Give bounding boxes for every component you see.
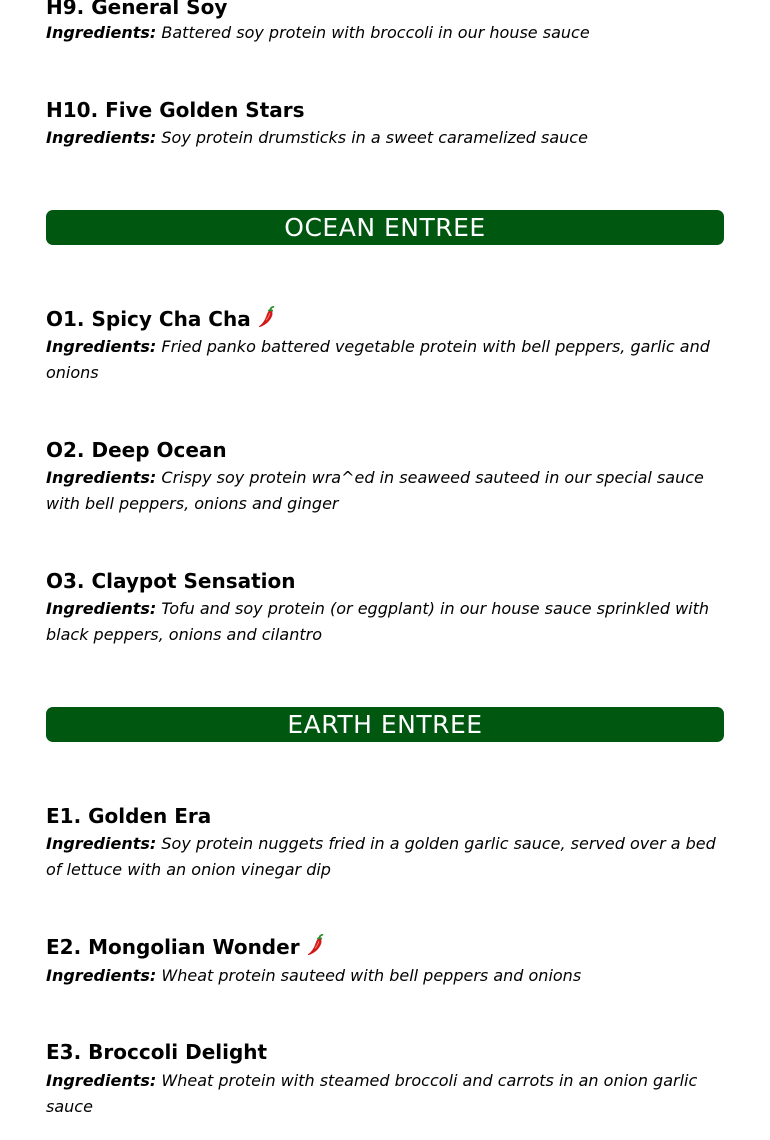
ingredients-text: Soy protein drumsticks in a sweet caramelized sauce <box>161 128 588 147</box>
menu-item-name: E2. Mongolian Wonder <box>46 935 300 959</box>
menu-item-description <box>46 125 726 151</box>
menu-item-name: E1. Golden Era <box>46 804 212 828</box>
ingredients-label: Ingredients: <box>46 468 157 487</box>
menu-item-description <box>46 334 726 386</box>
menu-item-description <box>46 831 726 883</box>
ingredients-label: Ingredients: <box>46 23 157 42</box>
menu-item-name: H10. Five Golden Stars <box>46 98 305 122</box>
menu-item-title <box>46 306 277 333</box>
menu-item-name: O3. Claypot Sensation <box>46 569 296 593</box>
menu-item-title <box>46 804 211 828</box>
menu-item-description <box>46 596 726 648</box>
ingredients-text: Fried panko battered vegetable protein with bell peppers, garlic and onions <box>46 337 710 382</box>
ingredients-text: Battered soy protein with broccoli in our house sauce <box>161 23 590 42</box>
menu-item-name: H9. General Soy <box>46 0 228 19</box>
menu-item-name: E3. Broccoli Delight <box>46 1040 268 1064</box>
menu-item-title <box>46 0 227 19</box>
menu-item-description <box>46 465 726 517</box>
chili-pepper-icon <box>257 306 277 333</box>
menu-item-name: O1. Spicy Cha Cha <box>46 307 251 331</box>
section-heading-earth-entree: EARTH ENTREE <box>46 707 724 742</box>
menu-item-title <box>46 98 305 122</box>
section-heading-ocean-entree: OCEAN ENTREE <box>46 210 724 245</box>
ingredients-label: Ingredients: <box>46 128 157 147</box>
ingredients-text: Crispy soy protein wra^ed in seaweed sauteed in our special sauce with bell peppers, onions and ginger <box>46 468 704 513</box>
menu-item-description <box>46 1068 726 1120</box>
ingredients-label: Ingredients: <box>46 834 157 853</box>
ingredients-text: Tofu and soy protein (or eggplant) in our house sauce sprinkled with black peppers, onions and cilantro <box>46 599 710 644</box>
menu-item-title <box>46 569 296 593</box>
ingredients-label: Ingredients: <box>46 599 157 618</box>
ingredients-label: Ingredients: <box>46 1071 157 1090</box>
menu-item-title <box>46 438 227 462</box>
ingredients-label: Ingredients: <box>46 966 157 985</box>
menu-item-description <box>46 963 726 989</box>
menu-item-name: O2. Deep Ocean <box>46 438 227 462</box>
ingredients-text: Soy protein nuggets fried in a golden garlic sauce, served over a bed of lettuce with an onion vinegar dip <box>46 834 716 879</box>
ingredients-label: Ingredients: <box>46 337 157 356</box>
menu-item-title <box>46 1040 267 1064</box>
menu-item-description <box>46 20 726 46</box>
chili-pepper-icon <box>306 934 326 961</box>
menu-item-title <box>46 934 326 961</box>
ingredients-text: Wheat protein sauteed with bell peppers and onions <box>161 966 582 985</box>
ingredients-text: Wheat protein with steamed broccoli and carrots in an onion garlic sauce <box>46 1071 698 1116</box>
